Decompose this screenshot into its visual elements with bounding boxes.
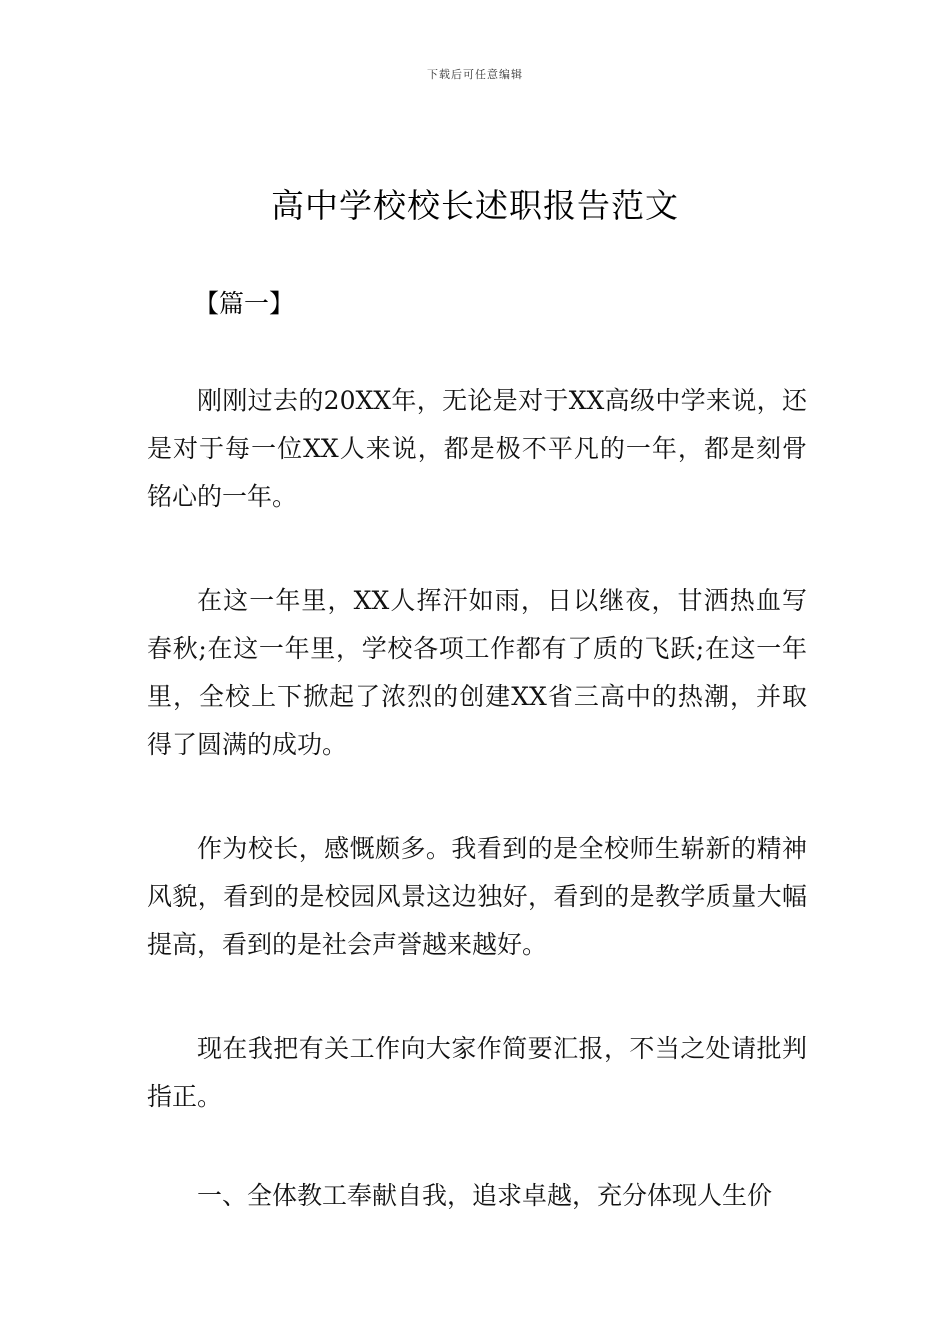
paragraph-2: 在这一年里，XX人挥汗如雨，日以继夜，甘洒热血写春秋;在这一年里，学校各项工作都有了质的飞跃;在这一年里，全校上下掀起了浓烈的创建XX省三高中的热潮，并取得了圆满的成功。: [147, 586, 807, 759]
paragraph-5: 一、全体教工奉献自我，追求卓越，充分体现人生价: [197, 1181, 773, 1210]
header-note: 下载后可任意编辑: [427, 68, 523, 81]
paragraph-1: 刚刚过去的20XX年，无论是对于XX高级中学来说，还是对于每一位XX人来说，都是极不平凡的一年，都是刻骨铭心的一年。: [147, 386, 807, 511]
paragraph-3: 作为校长，感慨颇多。我看到的是全校师生崭新的精神风貌，看到的是校园风景这边独好，看到的是教学质量大幅提高，看到的是社会声誉越来越好。: [147, 834, 807, 959]
document-title: 高中学校校长述职报告范文: [271, 186, 679, 225]
paragraph-4: 现在我把有关工作向大家作简要汇报，不当之处请批判指正。: [147, 1034, 807, 1111]
section-label: 【篇一】: [194, 289, 295, 318]
